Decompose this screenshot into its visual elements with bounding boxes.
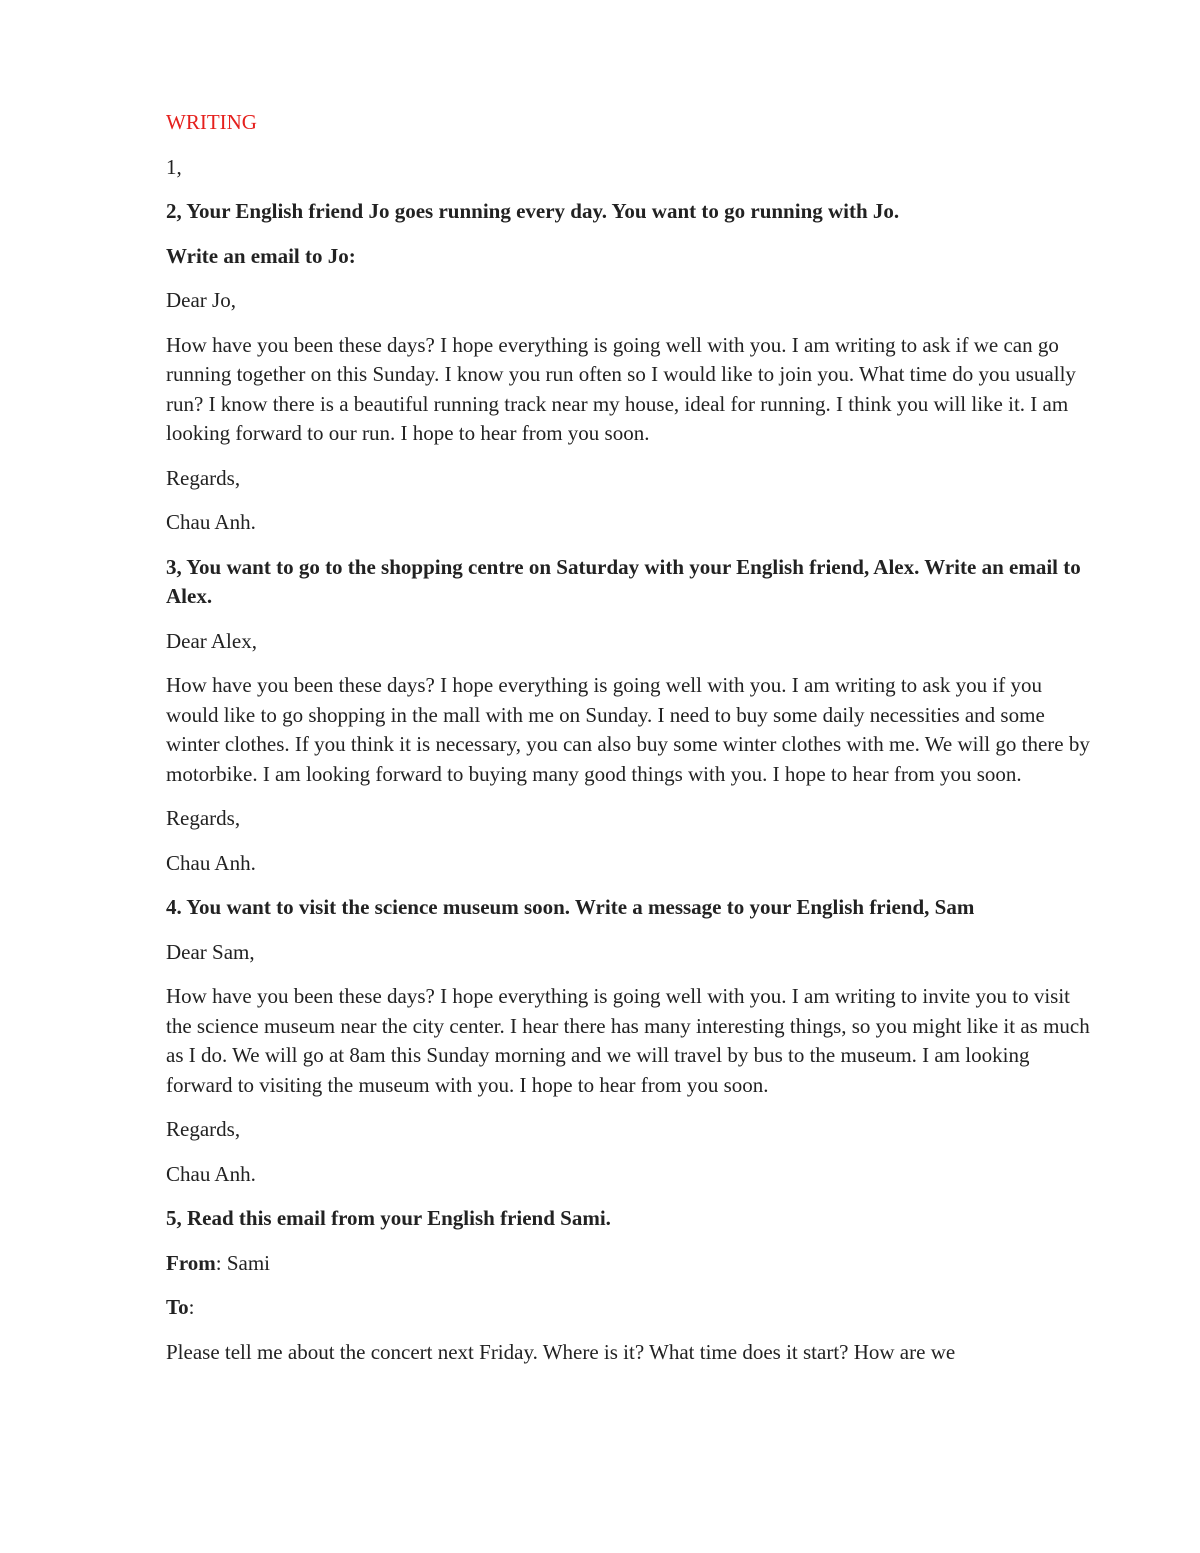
- to-label: To: [166, 1295, 189, 1319]
- task3-closing: Regards,: [166, 806, 241, 830]
- item-1: 1,: [166, 154, 182, 179]
- document-page: [166, 108, 1096, 1382]
- task4-body: How have you been these days? I hope everything is going well with you. I am writing to invite you to visit the science museum near the city center. I hear there has many interesting things, so you might like it as much as I do. We will go at 8am this Sunday morning and we will travel by bus to the museum. I am looking forward to visiting the museum with you. I hope to hear from you soon.: [166, 984, 1090, 1097]
- to-value: :: [188, 1295, 195, 1319]
- task4-prompt: 4. You want to visit the science museum soon. Write a message to your English friend, Sam: [166, 895, 975, 919]
- task3-prompt: 3, You want to go to the shopping centre on Saturday with your English friend, Alex. Write an email to Alex.: [166, 554, 1081, 608]
- task5-to-line: [166, 1293, 1096, 1323]
- task5-body: Please tell me about the concert next Friday. Where is it? What time does it start? How are we: [166, 1339, 956, 1364]
- task3-greeting: Dear Alex,: [166, 628, 257, 653]
- from-value: : Sami: [215, 1250, 271, 1275]
- task3-body: How have you been these days? I hope everything is going well with you. I am writing to ask you if you would like to go shopping in the mall with me on Sunday. I need to buy some daily necessities and some winter clothes. If you think it is necessary, you can also buy some winter clothes with me. We will go there by motorbike. I am looking forward to buying many good things with you. I hope to hear from you soon.: [166, 673, 1090, 786]
- task3-signature: Chau Anh.: [166, 850, 256, 875]
- task2-instruction: Write an email to Jo:: [166, 243, 356, 268]
- task4-closing: Regards,: [166, 1117, 241, 1141]
- task2-prompt: 2, Your English friend Jo goes running every day. You want to go running with Jo.: [166, 199, 900, 223]
- task2-body: How have you been these days? I hope everything is going well with you. I am writing to ask if we can go running together on this Sunday. I know you run often so I would like to join you. What time do you usually run? I know there is a beautiful running track near my house, ideal for running. I think you will like it. I am looking forward to our run. I hope to hear from you soon.: [166, 332, 1076, 445]
- task5-prompt: 5, Read this email from your English friend Sami.: [166, 1206, 611, 1230]
- task4-greeting: Dear Sam,: [166, 939, 255, 964]
- task5-from-line: [166, 1249, 1096, 1279]
- from-label: From: [166, 1250, 216, 1275]
- task2-signature: Chau Anh.: [166, 510, 256, 534]
- task2-closing: Regards,: [166, 465, 241, 490]
- task4-signature: Chau Anh.: [166, 1161, 256, 1186]
- document-title: WRITING: [166, 110, 257, 134]
- task2-greeting: Dear Jo,: [166, 288, 236, 312]
